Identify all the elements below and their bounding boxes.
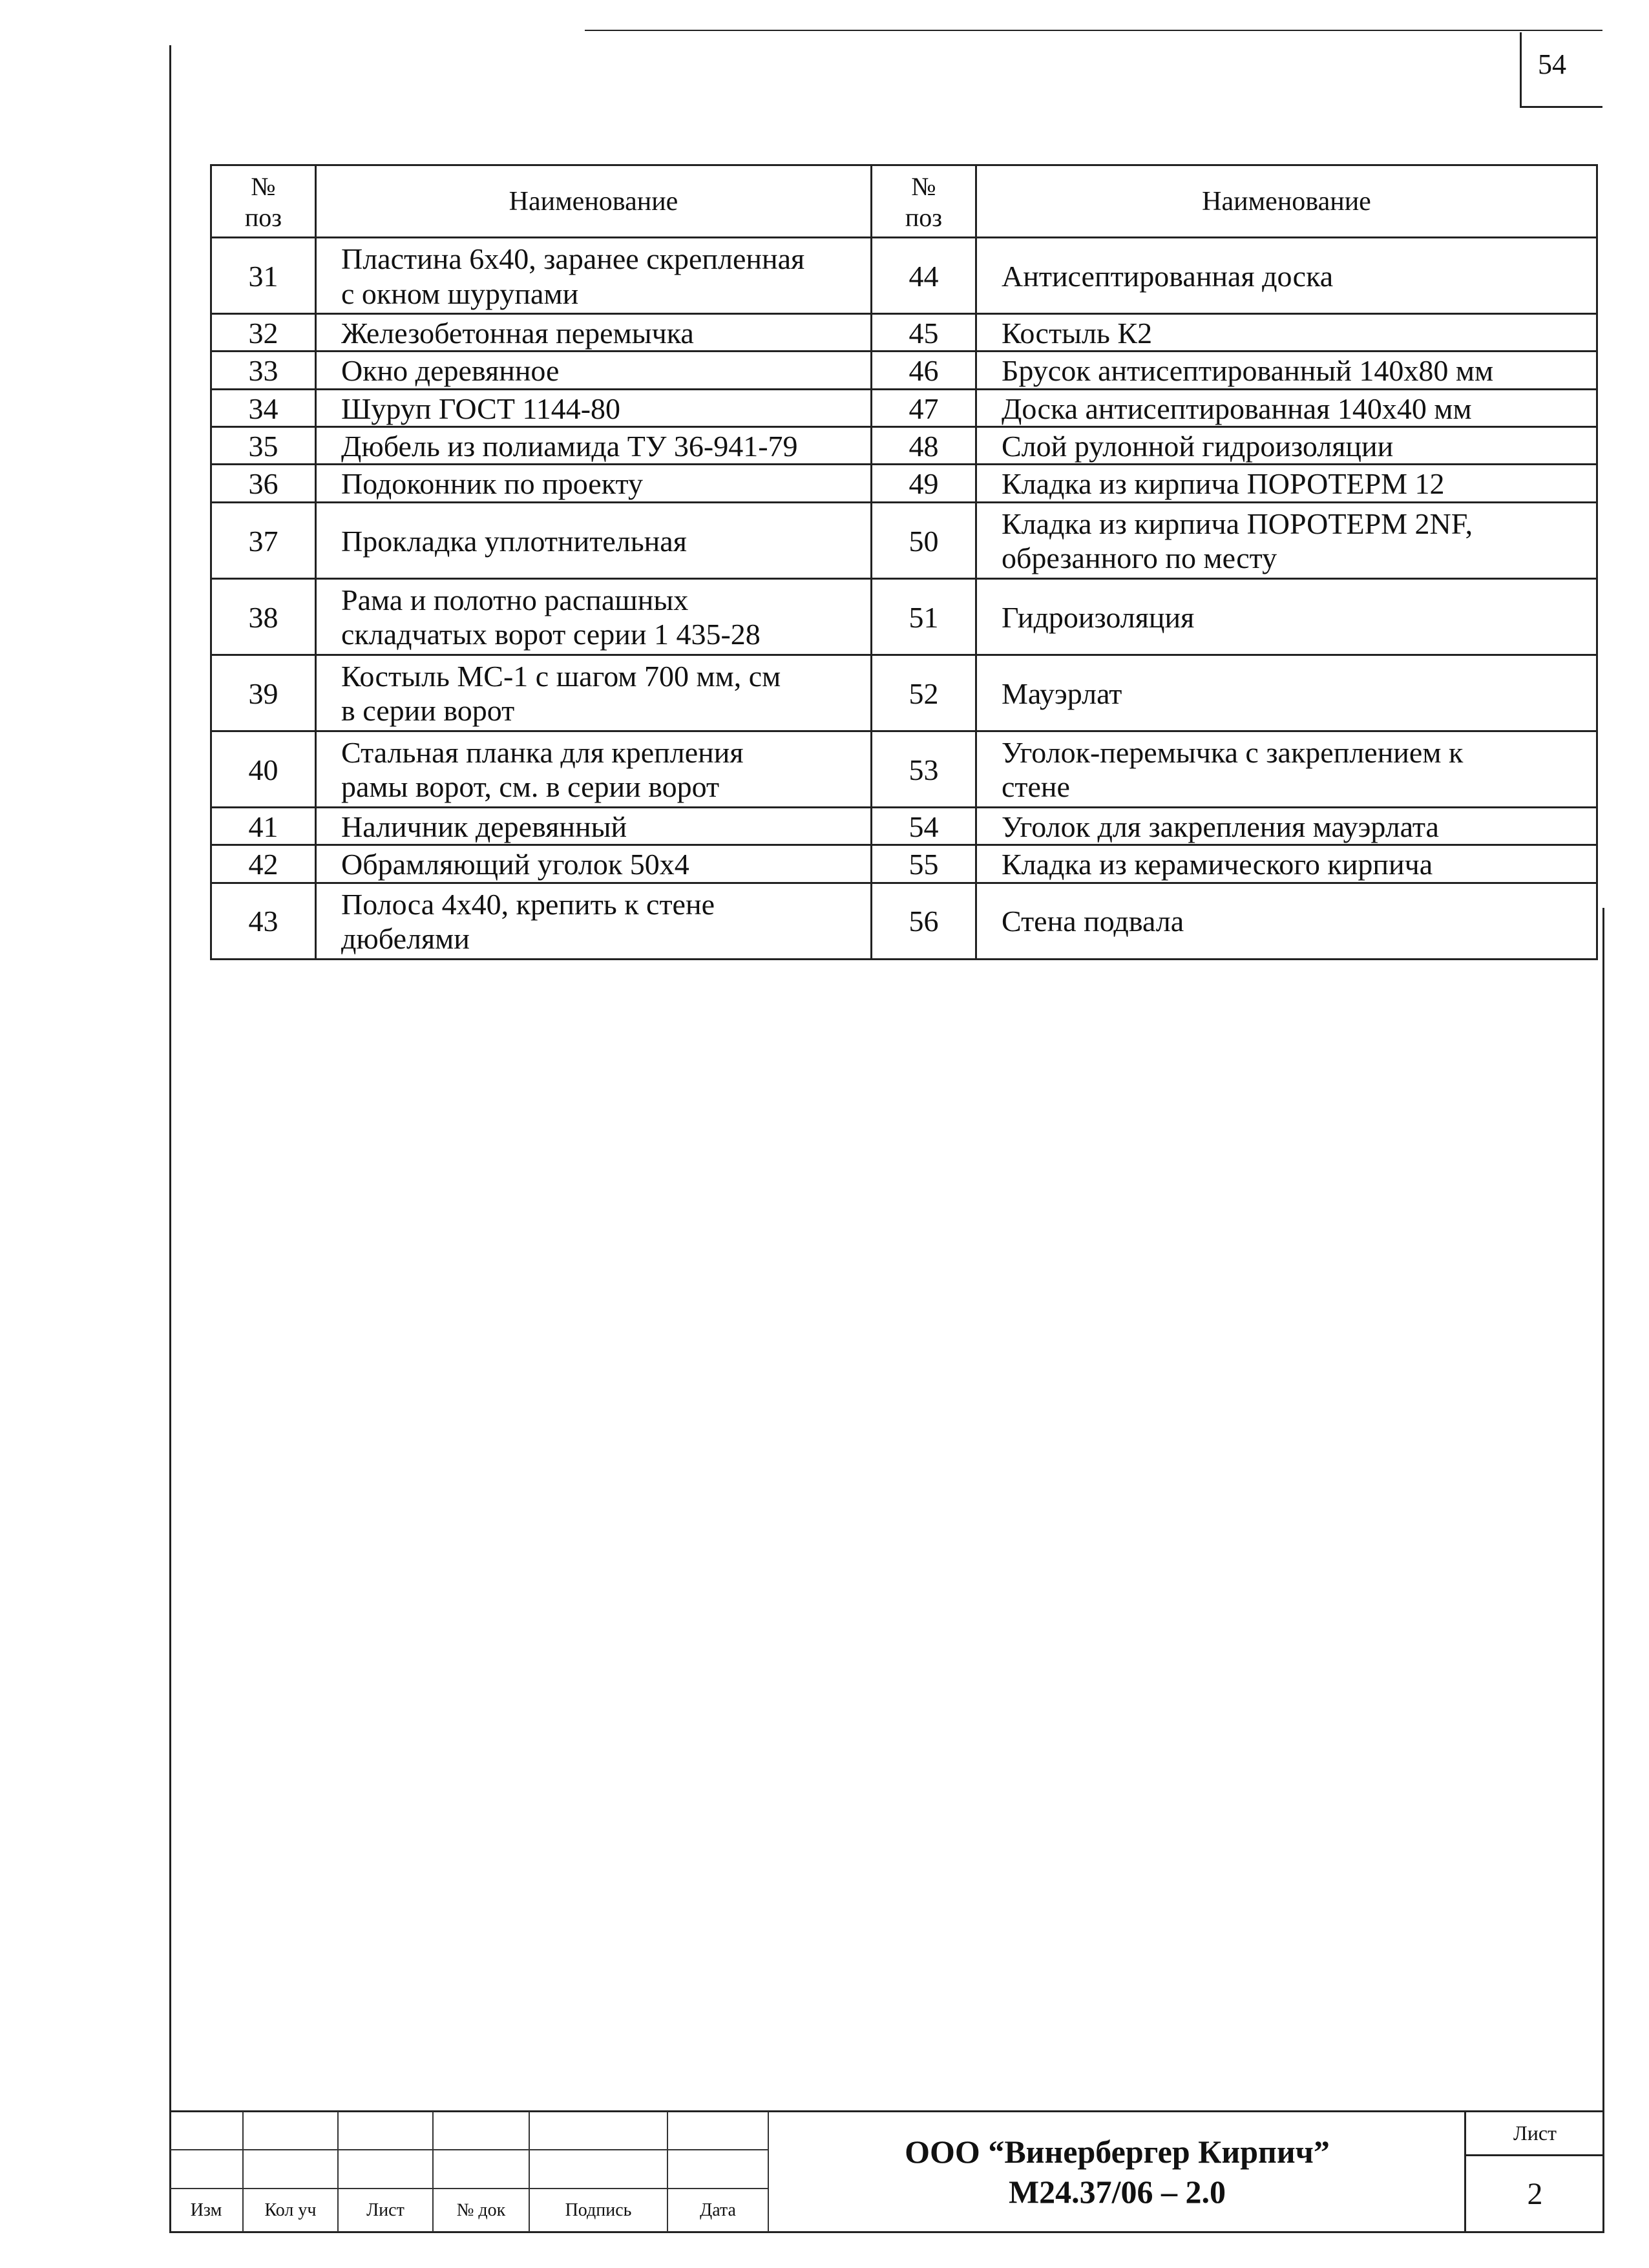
name-line: Прокладка уплотнительная — [341, 524, 687, 558]
item-name-right — [976, 427, 1597, 465]
label-date: Дата — [668, 2189, 769, 2232]
name-line: Слой рулонной гидроизоляции — [1002, 430, 1394, 463]
frame-top-line — [585, 30, 1602, 31]
name-line: Кладка из кирпича ПОРОТЕРМ 2NF, — [1002, 507, 1473, 540]
position-number-left: 40 — [211, 731, 316, 807]
name-line: Рама и полотно распашных — [341, 583, 689, 616]
name-line: стене — [1002, 770, 1070, 804]
revision-cell — [170, 2112, 244, 2150]
label-signature: Подпись — [530, 2189, 668, 2232]
header-pos-left — [211, 165, 316, 238]
name-line: Полоса 4х40, крепить к стене — [341, 887, 715, 921]
name-line: Стальная планка для крепления — [341, 735, 744, 769]
position-number-left: 31 — [211, 238, 316, 314]
name-line: Брусок антисептированный 140х80 мм — [1002, 354, 1494, 388]
position-number-left: 34 — [211, 389, 316, 426]
revision-cell — [244, 2112, 339, 2150]
table-header-row — [211, 165, 1597, 238]
name-line: Костыль К2 — [1002, 317, 1153, 350]
table-body — [211, 238, 1597, 960]
name-line: Мауэрлат — [1002, 677, 1122, 710]
name-line: Железобетонная перемычка — [341, 317, 694, 350]
position-number-left: 36 — [211, 465, 316, 502]
name-line: Кладка из керамического кирпича — [1002, 848, 1433, 881]
name-line: Пластина 6х40, заранее скрепленная — [341, 242, 805, 276]
position-number-right: 53 — [872, 731, 976, 807]
name-line: Шуруп ГОСТ 1144-80 — [341, 392, 621, 425]
sheet-number: 2 — [1527, 2176, 1543, 2211]
name-line: рамы ворот, см. в серии ворот — [341, 770, 720, 804]
frame-left-line — [169, 45, 171, 2232]
table-row — [211, 655, 1597, 731]
position-number-left: 32 — [211, 314, 316, 352]
table-row — [211, 427, 1597, 465]
item-name-left — [316, 731, 872, 807]
position-number-right: 52 — [872, 655, 976, 731]
header-name-right: Наименование — [976, 165, 1597, 238]
revision-cell — [244, 2150, 339, 2189]
revision-cell — [434, 2112, 530, 2150]
position-number-left: 39 — [211, 655, 316, 731]
item-name-right — [976, 655, 1597, 731]
name-line: Кладка из кирпича ПОРОТЕРМ 12 — [1002, 467, 1445, 501]
revision-cell — [339, 2150, 434, 2189]
name-line: Доска антисептированная 140х40 мм — [1002, 392, 1472, 425]
revision-cell — [530, 2150, 668, 2189]
position-number-right: 51 — [872, 578, 976, 655]
item-name-left — [316, 238, 872, 314]
position-number-right: 56 — [872, 883, 976, 959]
table-row — [211, 238, 1597, 314]
item-name-left — [316, 427, 872, 465]
item-name-left — [316, 389, 872, 426]
name-line: с окном шурупами — [341, 277, 579, 310]
header-pos-word: поз — [905, 202, 943, 232]
name-line: Гидроизоляция — [1002, 600, 1195, 634]
table-row — [211, 502, 1597, 578]
position-number-right: 45 — [872, 314, 976, 352]
revision-cell — [170, 2150, 244, 2189]
item-name-left — [316, 352, 872, 389]
name-line: Подоконник по проекту — [341, 467, 643, 501]
position-number-right: 54 — [872, 807, 976, 845]
name-line: Обрамляющий уголок 50х4 — [341, 848, 689, 881]
page-number-box-bottom — [1520, 106, 1602, 108]
name-line: в серии ворот — [341, 694, 515, 728]
position-number-right: 48 — [872, 427, 976, 465]
label-quantity: Кол уч — [244, 2189, 339, 2232]
name-line: дюбелями — [341, 922, 470, 956]
position-number-left: 35 — [211, 427, 316, 465]
page-number: 54 — [1538, 48, 1566, 80]
revision-cell — [434, 2150, 530, 2189]
item-name-right — [976, 238, 1597, 314]
table-row — [211, 465, 1597, 502]
company-block — [769, 2112, 1465, 2232]
name-line: Стена подвала — [1002, 905, 1184, 938]
item-name-right — [976, 465, 1597, 502]
revision-cell — [339, 2112, 434, 2150]
item-name-left — [316, 465, 872, 502]
position-number-right: 55 — [872, 845, 976, 883]
position-number-left: 37 — [211, 502, 316, 578]
header-pos-symbol: № — [251, 171, 276, 201]
revision-grid — [170, 2112, 769, 2232]
name-line: Дюбель из полиамида ТУ 36-941-79 — [341, 430, 798, 463]
item-name-left — [316, 807, 872, 845]
name-line: обрезанного по месту — [1002, 541, 1277, 575]
header-pos-word: поз — [244, 202, 282, 232]
position-number-left: 38 — [211, 578, 316, 655]
frame-right-line — [1602, 908, 1604, 2232]
position-number-right: 44 — [872, 238, 976, 314]
item-name-right — [976, 731, 1597, 807]
item-name-right — [976, 314, 1597, 352]
name-line: Антисептированная доска — [1002, 259, 1334, 293]
header-pos-right — [872, 165, 976, 238]
label-change: Изм — [170, 2189, 244, 2232]
item-name-right — [976, 807, 1597, 845]
table-row — [211, 352, 1597, 389]
position-number-right: 47 — [872, 389, 976, 426]
position-number-left: 43 — [211, 883, 316, 959]
name-line: складчатых ворот серии 1 435-28 — [341, 618, 761, 651]
item-name-right — [976, 502, 1597, 578]
name-line: Уголок-перемычка с закреплением к — [1002, 735, 1464, 769]
header-name-left: Наименование — [316, 165, 872, 238]
sheet-label: Лист — [1513, 2121, 1557, 2145]
item-name-right — [976, 578, 1597, 655]
item-name-right — [976, 352, 1597, 389]
name-line: Наличник деревянный — [341, 810, 627, 843]
revision-cell — [668, 2150, 769, 2189]
table-row — [211, 807, 1597, 845]
position-number-left: 42 — [211, 845, 316, 883]
revision-cell — [530, 2112, 668, 2150]
table-row — [211, 845, 1597, 883]
item-name-left — [316, 502, 872, 578]
item-name-left — [316, 314, 872, 352]
item-name-left — [316, 578, 872, 655]
document-code: М24.37/06 – 2.0 — [1008, 2174, 1226, 2210]
item-name-left — [316, 845, 872, 883]
name-line: Уголок для закрепления мауэрлата — [1002, 810, 1439, 843]
company-name: ООО “Винербергер Кирпич” — [905, 2133, 1330, 2170]
revision-cell — [668, 2112, 769, 2150]
position-number-right: 49 — [872, 465, 976, 502]
table-row — [211, 883, 1597, 959]
position-number-right: 46 — [872, 352, 976, 389]
position-number-left: 41 — [211, 807, 316, 845]
position-number-right: 50 — [872, 502, 976, 578]
item-name-left — [316, 883, 872, 959]
page-number-box-left — [1520, 32, 1522, 107]
label-sheet: Лист — [339, 2189, 434, 2232]
item-name-left — [316, 655, 872, 731]
table-row — [211, 578, 1597, 655]
table-row — [211, 731, 1597, 807]
position-number-left: 33 — [211, 352, 316, 389]
label-doc-number: № док — [434, 2189, 530, 2232]
item-name-right — [976, 389, 1597, 426]
header-pos-symbol: № — [911, 171, 936, 201]
table-row — [211, 389, 1597, 426]
name-line: Окно деревянное — [341, 354, 560, 388]
item-name-right — [976, 845, 1597, 883]
specification-table — [210, 164, 1598, 960]
table-row — [211, 314, 1597, 352]
item-name-right — [976, 883, 1597, 959]
name-line: Костыль МС-1 с шагом 700 мм, см — [341, 659, 781, 693]
